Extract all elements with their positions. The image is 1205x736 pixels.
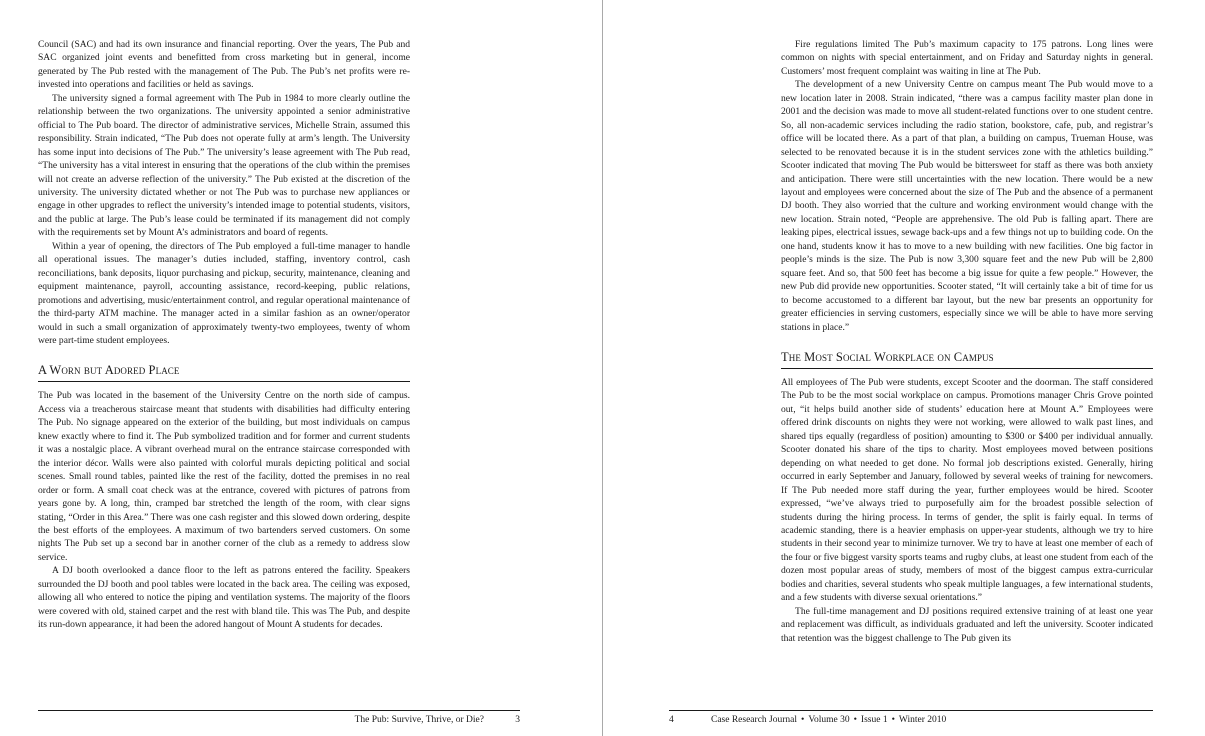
section-heading-most-social-workplace: The Most Social Workplace on Campus xyxy=(781,350,1153,369)
separator-dot: • xyxy=(801,715,805,725)
paragraph: A DJ booth overlooked a dance floor to the left as patrons entered the facility. Speakers surrounded the DJ booth and pool tables were located in the back area. The ceiling was exposed, allowing all who entered to notice the piping and ventilation systems. The majority of the floors were covered with old, stained carpet and the rest with bland tile. This was The Pub, and despite its run-down appearance, it had been the adored hangout of Mount A students for decades. xyxy=(38,565,410,631)
paragraph: Council (SAC) and had its own insurance and financial reporting. Over the years, The Pub and SAC organized joint events and benefitted from cross marketing but in general, income generated by The Pub rested with the management of The Pub. The Pub’s net profits were re-invested into operations and facilities or held as savings. xyxy=(38,39,410,91)
journal-name: Case Research Journal xyxy=(711,715,797,725)
paragraph: Fire regulations limited The Pub’s maximum capacity to 175 patrons. Long lines were common on nights with special entertainment, and on Friday and Saturday nights in general. Customers’ most frequent complaint was waiting in line at The Pub. xyxy=(781,39,1153,77)
separator-dot: • xyxy=(853,715,857,725)
journal-volume: Volume 30 xyxy=(808,715,850,725)
paragraph: The full-time management and DJ positions required extensive training of at least one year and replacement was difficult, as individuals graduated and left the university. Scooter indicated that retention was the biggest challenge to The Pub given its xyxy=(781,605,1153,644)
right-text-column xyxy=(781,38,1153,645)
running-title: The Pub: Survive, Thrive, or Die? xyxy=(354,715,484,725)
left-text-column xyxy=(38,38,410,632)
page-number: 3 xyxy=(515,715,520,725)
section-heading-worn-but-adored: A Worn but Adored Place xyxy=(38,363,410,382)
footer-rule xyxy=(38,710,520,711)
separator-dot: • xyxy=(891,715,895,725)
journal-issue: Issue 1 xyxy=(860,715,888,725)
paragraph: Within a year of opening, the directors of The Pub employed a full-time manager to handle all operational issues. The manager’s duties included, staffing, inventory control, cash reconciliations, bank deposits, liquor purchasing and pickup, security, maintenance, cleaning and equipment maintenance, payroll, accounting assistance, record-keeping, public relations, promotions and advertising, music/entertainment control, and regular operational maintenance of the third-party ATM machine. The manager acted in a similar fashion as an owner/operator would in such a small organization of approximately twenty-two employees, twenty of whom were part-time student employees. xyxy=(38,240,410,346)
journal-citation xyxy=(711,714,946,726)
paragraph: The university signed a formal agreement with The Pub in 1984 to more clearly outline the relationship between the two organizations. The university appointed a senior administrative official to The Pub board. The director of administrative services, Michelle Strain, assumed this responsibility. Strain indicated, “The Pub does not operate fully at arm’s length. The University has some input into decisions of The Pub.” The university’s lease agreement with The Pub read, “The university has a vital interest in ensuring that the operations of the club within the premises will not create an adverse reflection of the university.” The Pub existed at the discretion of the university. The university dictated whether or not The Pub was to purchase new appliances or engage in other upgrades to reflect the university’s intended image to potential students, visitors, and the public at large. The Pub’s lease could be terminated if its management did not comply with the requirements set by Mount A’s administrators and board of regents. xyxy=(38,92,410,239)
right-page xyxy=(603,0,1205,736)
footer-rule xyxy=(669,710,1153,711)
journal-season: Winter 2010 xyxy=(898,715,947,725)
left-page xyxy=(0,0,602,736)
paragraph: The development of a new University Centre on campus meant The Pub would move to a new location later in 2008. Strain indicated, “there was a campus facility master plan done in 2001 and the decision was made to move all student-related functions over to one student centre. So, all non-academic services including the radio station, bookstore, cafe, pub, and registrar’s office will be located there. As a part of that plan, a building on campus, Trueman House, was selected to be renovated because it is in the student services zone with the athletics building.” Scooter indicated that moving The Pub would be bittersweet for staff as there was both anxiety and anticipation. There were still uncertainties with the new location. There would be a new layout and employees were concerned about the size of The Pub and the absence of a permanent DJ booth. They also worried that the culture and working environment would change with the new location. Strain noted, “People are apprehensive. The old Pub is falling apart. There are leaking pipes, electrical issues, sewage back-ups and a few things not up to building code. On the one hand, students know it has to move to a new building with new facilities. One big factor in people’s minds is the size. The Pub is now 3,300 square feet and the new Pub will be 2,800 square feet. And so, that 500 feet has become a big issue for quite a few people.” However, the new Pub did provide new opportunities. Scooter stated, “It will certainly take a bit of time for us to become accustomed to a different bar layout, but the new bar presents an opportunity for greater efficiencies in serving customers, especially since we will be able to have more serving stations in place.” xyxy=(781,79,1153,333)
paragraph: All employees of The Pub were students, except Scooter and the doorman. The staff considered The Pub to be the most social workplace on campus. Promotions manager Chris Grove pointed out, “it helps build another side of students’ education here at Mount A.” Employees were offered drink discounts on nights they were not working, were allowed to walk past lines, and shared tips equally (regardless of position) amounting to $300 or $400 per individual annually. Scooter donated his share of the tips to charity. Most employees moved between positions depending on what needed to get done. No formal job descriptions existed. Generally, hiring occurred in early September and January, followed by several weeks of training for newcomers. If The Pub needed more staff during the year, further employees would be hired. Scooter expressed, “we’ve always tried to purposefully aim for the broadest possible selection of students during the hiring process. In terms of gender, the split is fairly equal. In terms of academic standing, there is a heavier emphasis on upper-year students, although we try to hire students in their second year to minimize turnover. We try to have at least one member of each of the four or five biggest varsity sports teams and rugby clubs, at least one student from each of the dozen most popular areas of study, members of most of the biggest campus extra-curricular bodies and charities, several students who speak multiple languages, a few international students, and a few students with diverse sexual orientations.” xyxy=(781,376,1153,604)
paragraph: The Pub was located in the basement of the University Centre on the north side of campus. Access via a treacherous staircase meant that students with disabilities had difficulty entering The Pub. No signage appeared on the exterior of the building, but most individuals on campus knew exactly where to find it. The Pub symbolized tradition and for former and current students it was a nostalgic place. A vibrant overhead mural on the entrance staircase corresponded with the interior décor. Walls were also painted with colorful murals depicting political and social scenes. Small round tables, painted like the rest of the facility, dotted the premises in no real order or form. A small coat check was at the entrance, covered with pictures of patrons from years gone by. A long, thin, cramped bar stretched the length of the room, with clear signs stating, “Order in this Area.” There was one cash register and this slowed down ordering, despite the best efforts of the employees. A maximum of two bartenders served customers. On some nights The Pub set up a second bar in another corner of the club as a remedy to address slow service. xyxy=(38,390,410,563)
page-number: 4 xyxy=(669,715,674,725)
